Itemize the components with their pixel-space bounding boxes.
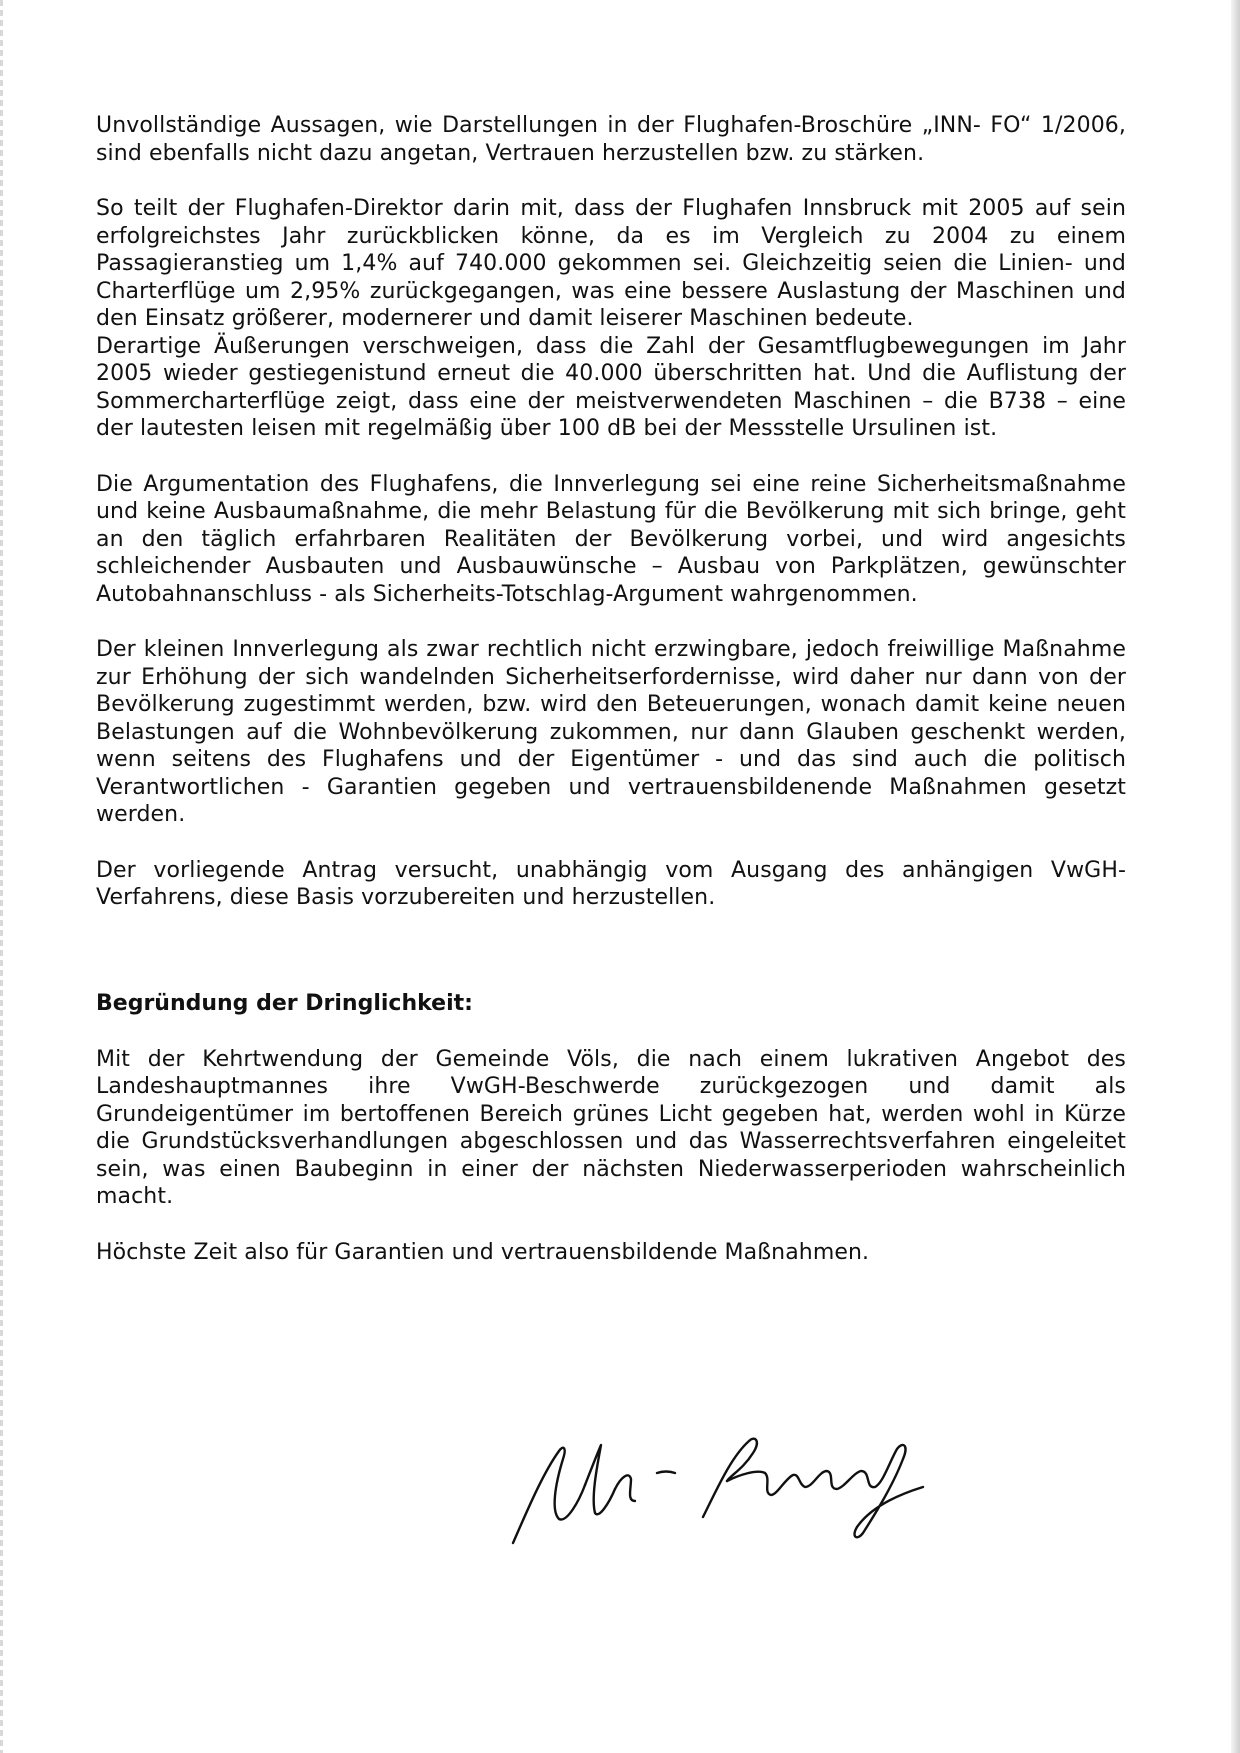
- scan-edge-left: [0, 0, 3, 1753]
- paragraph-director: So teilt der Flughafen-Direktor darin mit, dass der Flughafen Innsbruck mit 2005 auf sein erfolgreichstes Jahr zurückblicken könne, da es im Vergleich zu 2004 zu einem Passagieranstieg um 1,4% auf 740.000 gekommen sei. Gleichzeitig seien die Linien- und Charterflüge um 2,95% zurückgegangen, was eine bessere Auslastung der Maschinen und den Einsatz größerer, modernerer und damit leiserer Maschinen bedeute.: [96, 196, 1126, 331]
- paragraph-antrag: Der vorliegende Antrag versucht, unabhängig vom Ausgang des anhängigen VwGH-Verfahrens, diese Basis vorzubereiten und herzustellen.: [96, 857, 1126, 910]
- paragraph-closing: Höchste Zeit also für Garantien und vertrauensbildende Maßnahmen.: [96, 1239, 870, 1265]
- document-body: [96, 112, 1126, 1294]
- section-heading: Begründung der Dringlichkeit:: [96, 990, 473, 1016]
- paragraph-urgency: Mit der Kehrtwendung der Gemeinde Völs, die nach einem lukrativen Angebot des Landeshauptmannes ihre VwGH-Beschwerde zurückgezogen und damit als Grundeigentümer im bertoffenen Bereich grünes Licht gegeben hat, werden wohl in Kürze die Grundstücksverhandlungen abgeschlossen und das Wasserrechtsverfahren eingeleitet sein, was einen Baubeginn in einer der nächsten Niederwasserperioden wahrscheinlich macht.: [96, 1046, 1126, 1209]
- paragraph-argumentation: Die Argumentation des Flughafens, die Innverlegung sei eine reine Sicherheitsmaßnahme und keine Ausbaumaßnahme, die mehr Belastung für die Bevölkerung mit sich bringe, geht an den täglich erfahrbaren Realitäten der Bevölkerung vorbei, und wird angesichts schleichender Ausbauten und Ausbauwünsche – Ausbau von Parkplätzen, gewünschter Autobahnanschluss - als Sicherheits-Totschlag-Argument wahrgenommen.: [96, 471, 1126, 607]
- paragraph-inn-fo: Unvollständige Aussagen, wie Darstellungen in der Flughafen-Broschüre „INN- FO“ 1/2006, sind ebenfalls nicht dazu angetan, Vertrauen herzustellen bzw. zu stärken.: [96, 113, 1126, 166]
- handwritten-signature-icon: [505, 1415, 945, 1555]
- paragraph-flight-movements: Derartige Äußerungen verschweigen, dass die Zahl der Gesamtflugbewegungen im Jahr 2005 wieder gestiegenistund erneut die 40.000 überschritten hat. Und die Auflistung der Sommercharterflüge zeigt, dass eine der meistverwendeten Maschinen – die B738 – eine der lautesten leisen mit regelmäßig über 100 dB bei der Messstelle Ursulinen ist.: [96, 333, 1126, 441]
- paragraph-innverlegung: Der kleinen Innverlegung als zwar rechtlich nicht erzwingbare, jedoch freiwillige Maßnahme zur Erhöhung der sich wandelnden Sicherheitserfordernisse, wird daher nur dann von der Bevölkerung zugestimmt werden, bzw. wird den Beteuerungen, wonach damit keine neuen Belastungen auf die Wohnbevölkerung zukommen, nur dann Glauben geschenkt werden, wenn seitens des Flughafens und der Eigentümer - und das sind auch die politisch Verantwortlichen - Garantien gegeben und vertrauensbildenende Maßnahmen gesetzt werden.: [96, 637, 1126, 827]
- scan-edge-right: [1231, 0, 1240, 1753]
